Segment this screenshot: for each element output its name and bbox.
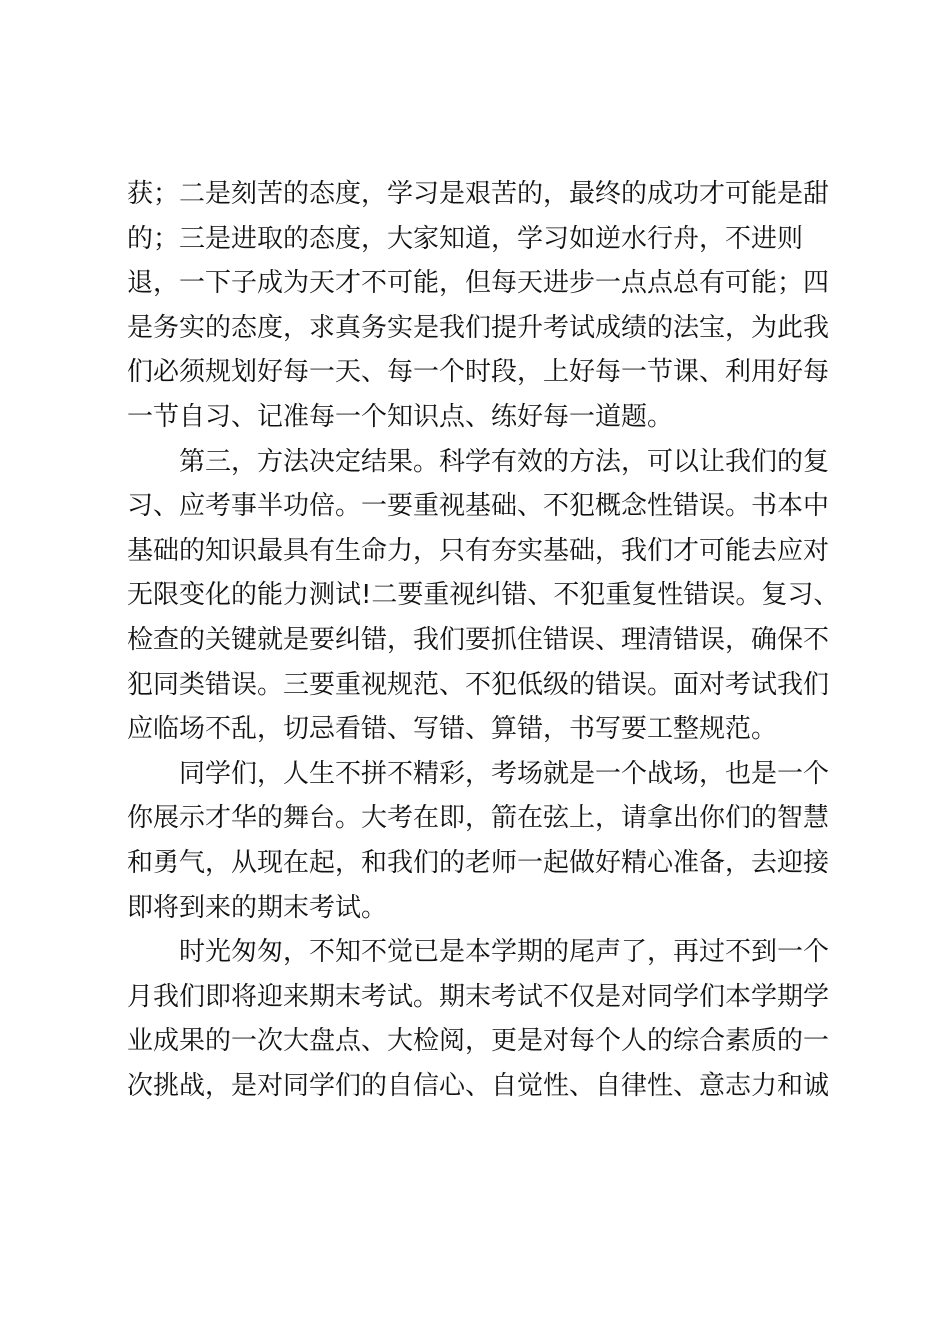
paragraph-start-line: 第三，方法决定结果。科学有效的方法，可以让我们的复 [179, 446, 830, 477]
text-line: 业成果的一次大盘点、大检阅，更是对每个人的综合素质的一 [127, 1026, 830, 1057]
body-text [127, 172, 840, 1108]
text-line: 无限变化的能力测试!二要重视纠错、不犯重复性错误。复习、 [127, 580, 840, 611]
text-line: 的；三是进取的态度，大家知道，学习如逆水行舟，不进则 [127, 223, 804, 254]
text-line: 月我们即将迎来期末考试。期末考试不仅是对同学们本学期学 [127, 981, 830, 1012]
text-line: 检查的关键就是要纠错，我们要抓住错误、理清错误，确保不 [127, 624, 830, 655]
paragraph-start-line: 时光匆匆，不知不觉已是本学期的尾声了，再过不到一个 [179, 937, 830, 968]
text-line: 退，一下子成为天才不可能，但每天进步一点点总有可能；四 [127, 268, 830, 299]
text-line: 即将到来的期末考试。 [127, 892, 388, 923]
text-line: 是务实的态度，求真务实是我们提升考试成绩的法宝，为此我 [127, 312, 830, 343]
text-line: 获；二是刻苦的态度，学习是艰苦的，最终的成功才可能是甜 [127, 179, 830, 209]
text-line: 次挑战，是对同学们的自信心、自觉性、自律性、意志力和诚 [127, 1070, 830, 1101]
text-line: 们必须规划好每一天、每一个时段，上好每一节课、利用好每 [127, 357, 830, 388]
text-line: 基础的知识最具有生命力，只有夯实基础，我们才可能去应对 [127, 535, 830, 566]
text-line: 一节自习、记准每一个知识点、练好每一道题。 [127, 401, 674, 432]
text-line: 犯同类错误。三要重视规范、不犯低级的错误。面对考试我们 [127, 669, 830, 700]
text-line: 和勇气，从现在起，和我们的老师一起做好精心准备，去迎接 [127, 847, 830, 878]
text-line: 你展示才华的舞台。大考在即，箭在弦上，请拿出你们的智慧 [127, 803, 830, 834]
paragraph-start-line: 同学们，人生不拼不精彩，考场就是一个战场，也是一个 [179, 758, 830, 789]
text-line: 应临场不乱，切忌看错、写错、算错，书写要工整规范。 [127, 714, 778, 745]
text-line: 习、应考事半功倍。一要重视基础、不犯概念性错误。书本中 [127, 491, 830, 522]
